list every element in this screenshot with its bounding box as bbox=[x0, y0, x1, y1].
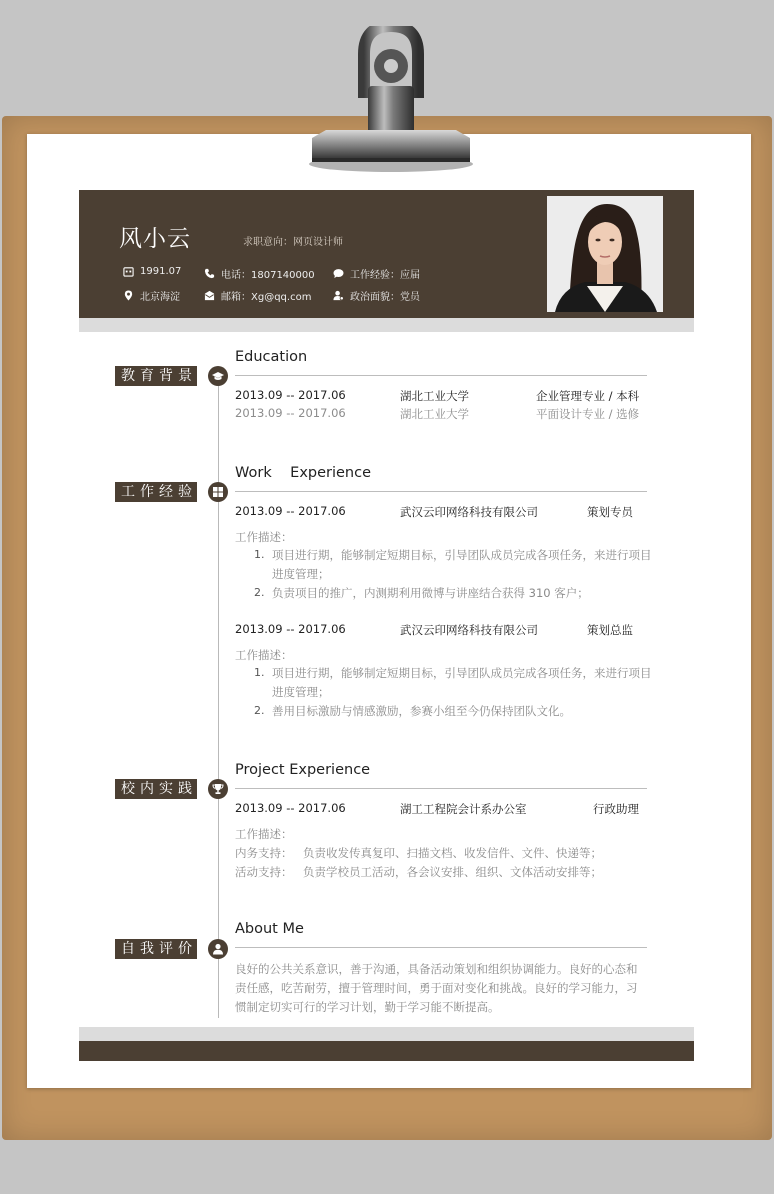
phone-text: 电话：1807140000 bbox=[221, 270, 315, 281]
job1-item1-line2: 进度管理； bbox=[272, 567, 330, 581]
about-divider bbox=[235, 947, 647, 948]
job2-item2-num: 2. bbox=[254, 704, 265, 717]
job-intent: 求职意向：网页设计师 bbox=[243, 237, 343, 248]
job1-item1-line1: 项目进行期，能够制定短期目标，引导团队成员完成各项任务，来进行项目 bbox=[272, 548, 652, 562]
edu-date-1: 2013.09 -- 2017.06 bbox=[235, 388, 346, 402]
birth-info bbox=[123, 266, 181, 277]
calendar-icon bbox=[123, 266, 134, 277]
politics-info bbox=[333, 288, 420, 303]
project-title: Project Experience bbox=[235, 762, 371, 778]
email-info bbox=[204, 288, 311, 303]
work-divider bbox=[235, 491, 647, 492]
job1-company: 武汉云印网络科技有限公司 bbox=[400, 505, 538, 519]
education-title: Education bbox=[235, 349, 308, 365]
candidate-name: 风小云 bbox=[119, 226, 191, 252]
email-text: 邮箱：Xg@qq.com bbox=[221, 292, 312, 303]
footer-dark-bar bbox=[79, 1041, 694, 1061]
project-org: 湖工工程院会计系办公室 bbox=[400, 802, 527, 816]
edu-major-1: 企业管理专业 / 本科 bbox=[536, 389, 640, 403]
project-line2-key: 活动支持： bbox=[235, 865, 293, 879]
phone-info bbox=[204, 266, 315, 281]
project-line1-key: 内务支持： bbox=[235, 846, 293, 860]
edu-date-2: 2013.09 -- 2017.06 bbox=[235, 406, 346, 420]
profile-photo bbox=[547, 196, 663, 312]
job2-role: 策划总监 bbox=[587, 623, 633, 637]
job2-company: 武汉云印网络科技有限公司 bbox=[400, 623, 538, 637]
job2-item1-line1: 项目进行期，能够制定短期目标，引导团队成员完成各项任务，来进行项目 bbox=[272, 666, 652, 680]
project-desc-label: 工作描述： bbox=[235, 827, 293, 841]
phone-icon bbox=[204, 268, 215, 279]
chat-bubble-icon bbox=[333, 268, 344, 279]
section-label-project: 校内实践 bbox=[115, 779, 197, 799]
about-node bbox=[208, 939, 228, 959]
graduation-cap-icon bbox=[212, 370, 224, 382]
project-divider bbox=[235, 788, 647, 789]
project-role: 行政助理 bbox=[593, 802, 639, 816]
job2-item2-line1: 善用目标激励与情感激励，参赛小组至今仍保持团队文化。 bbox=[272, 704, 571, 718]
project-line1-value: 负责收发传真复印、扫描文档、收发信件、文件、快递等； bbox=[303, 846, 602, 860]
politics-text: 政治面貌：党员 bbox=[350, 292, 420, 303]
work-node bbox=[208, 482, 228, 502]
section-label-about: 自我评价 bbox=[115, 939, 197, 959]
section-label-work: 工作经验 bbox=[115, 482, 197, 502]
portrait-image bbox=[547, 196, 663, 312]
header-underbar bbox=[79, 318, 694, 332]
location-pin-icon bbox=[123, 290, 134, 301]
timeline-line bbox=[218, 372, 219, 1018]
education-node bbox=[208, 366, 228, 386]
job2-date: 2013.09 -- 2017.06 bbox=[235, 622, 346, 636]
footer-grey-bar bbox=[79, 1027, 694, 1041]
job2-item1-num: 1. bbox=[254, 666, 265, 679]
location-text: 北京海淀 bbox=[140, 292, 180, 303]
about-title: About Me bbox=[235, 921, 304, 937]
mail-icon bbox=[204, 290, 215, 301]
job2-desc-label: 工作描述： bbox=[235, 648, 293, 662]
binder-clip-icon bbox=[306, 26, 476, 176]
job1-desc-label: 工作描述： bbox=[235, 530, 293, 544]
person-icon bbox=[333, 290, 344, 301]
work-title: Work Experience bbox=[235, 465, 372, 481]
edu-school-1: 湖北工业大学 bbox=[400, 389, 469, 403]
education-divider bbox=[235, 375, 647, 376]
birth-text: 1991.07 bbox=[140, 266, 182, 277]
experience-text: 工作经验：应届 bbox=[350, 270, 420, 281]
job1-role: 策划专员 bbox=[587, 505, 633, 519]
experience-info bbox=[333, 266, 420, 281]
job1-date: 2013.09 -- 2017.06 bbox=[235, 504, 346, 518]
job1-item2-line1: 负责项目的推广，内测期利用微博与讲座结合获得 310 客户； bbox=[272, 586, 589, 600]
project-date: 2013.09 -- 2017.06 bbox=[235, 801, 346, 815]
edu-school-2: 湖北工业大学 bbox=[400, 407, 469, 421]
user-icon bbox=[212, 943, 224, 955]
resume-header bbox=[79, 190, 694, 318]
about-text: 良好的公共关系意识，善于沟通，具备活动策划和组织协调能力。良好的心态和责任感，吃苦耐劳，擅于管理时间，勇于面对变化和挑战。良好的学习能力，习惯制定切实可行的学习计划，勤于学习能不断提高。 bbox=[235, 962, 638, 1014]
project-line2-value: 负责学校员工活动，各会议安排、组织、文体活动安排等； bbox=[303, 865, 602, 879]
project-node bbox=[208, 779, 228, 799]
windows-grid-icon bbox=[212, 486, 224, 498]
section-label-education: 教育背景 bbox=[115, 366, 197, 386]
job1-item2-num: 2. bbox=[254, 586, 265, 599]
job1-item1-num: 1. bbox=[254, 548, 265, 561]
edu-major-2: 平面设计专业 / 选修 bbox=[536, 407, 640, 421]
location-info bbox=[123, 288, 180, 303]
trophy-icon bbox=[212, 783, 224, 795]
job2-item1-line2: 进度管理； bbox=[272, 685, 330, 699]
